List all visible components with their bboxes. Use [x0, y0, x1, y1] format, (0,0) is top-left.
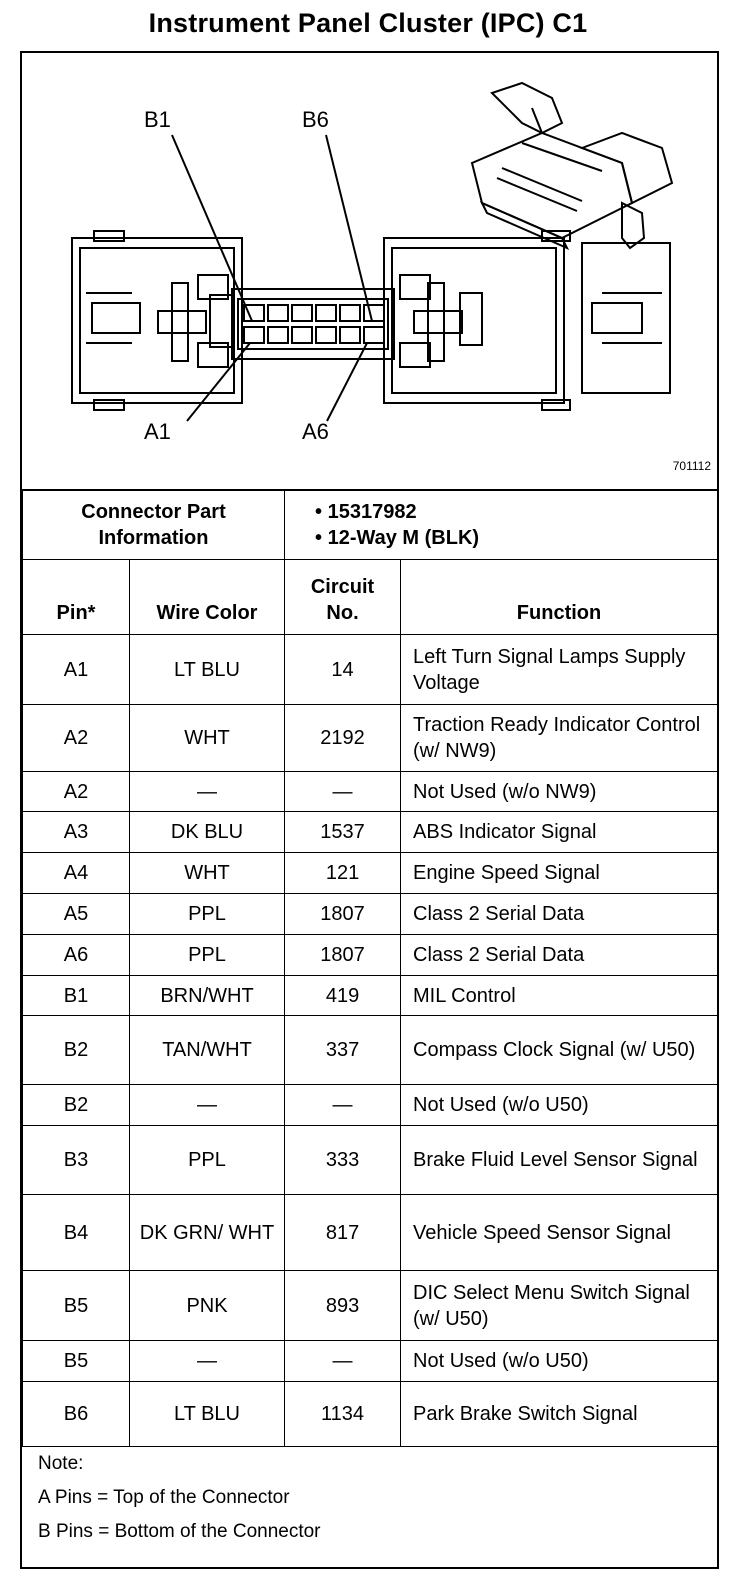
cell-function: Brake Fluid Level Sensor Signal — [401, 1126, 718, 1195]
cell-pin: B2 — [23, 1016, 130, 1085]
cell-pin: A5 — [23, 894, 130, 935]
col-function: Function — [401, 560, 718, 635]
cell-function: DIC Select Menu Switch Signal (w/ U50) — [401, 1271, 718, 1341]
cell-pin: B5 — [23, 1341, 130, 1382]
cell-function: Vehicle Speed Sensor Signal — [401, 1195, 718, 1271]
table-row — [23, 935, 718, 976]
cell-pin: B1 — [23, 976, 130, 1016]
cell-pin: B6 — [23, 1382, 130, 1447]
cell-pin: A1 — [23, 635, 130, 705]
table-row — [23, 894, 718, 935]
table-row — [23, 1382, 718, 1447]
cell-wire-color: TAN/WHT — [130, 1016, 285, 1085]
cell-circuit: 1537 — [285, 812, 401, 853]
cell-function: Traction Ready Indicator Control (w/ NW9) — [401, 705, 718, 772]
cell-pin: B2 — [23, 1085, 130, 1126]
table-row — [23, 1271, 718, 1341]
connector-type: • 12-Way M (BLK) — [315, 526, 480, 549]
cell-circuit: 337 — [285, 1016, 401, 1085]
table-row — [23, 853, 718, 894]
cell-wire-color: BRN/WHT — [130, 976, 285, 1016]
pinout-table — [22, 489, 718, 1447]
cell-pin: A2 — [23, 705, 130, 772]
cell-circuit: 1134 — [285, 1382, 401, 1447]
cell-circuit: 1807 — [285, 935, 401, 976]
table-row — [23, 1341, 718, 1382]
cell-circuit: — — [285, 772, 401, 812]
cell-wire-color: — — [130, 1341, 285, 1382]
table-body — [23, 635, 718, 1447]
note — [38, 1447, 321, 1549]
col-wire-color: Wire Color — [130, 560, 285, 635]
page-title: Instrument Panel Cluster (IPC) C1 — [148, 8, 588, 38]
label-b6: B6 — [302, 107, 329, 132]
figure-id: 701112 — [672, 459, 711, 473]
cell-function: Engine Speed Signal — [401, 853, 718, 894]
table-row — [23, 1016, 718, 1085]
cell-pin: A3 — [23, 812, 130, 853]
cell-function: MIL Control — [401, 976, 718, 1016]
cell-circuit: 333 — [285, 1126, 401, 1195]
label-a1: A1 — [144, 419, 171, 444]
cell-wire-color: LT BLU — [130, 635, 285, 705]
cell-pin: A4 — [23, 853, 130, 894]
cell-pin: A2 — [23, 772, 130, 812]
cell-circuit: 419 — [285, 976, 401, 1016]
cell-wire-color: DK BLU — [130, 812, 285, 853]
cell-circuit: 14 — [285, 635, 401, 705]
table-row — [23, 1085, 718, 1126]
note-line-b: B Pins = Bottom of the Connector — [38, 1521, 321, 1542]
cell-function: Not Used (w/o U50) — [401, 1341, 718, 1382]
label-a6: A6 — [302, 419, 329, 444]
cell-pin: A6 — [23, 935, 130, 976]
label-b1: B1 — [144, 107, 171, 132]
cell-wire-color: — — [130, 772, 285, 812]
connector-sheet — [20, 51, 719, 1569]
cell-function: Left Turn Signal Lamps Supply Voltage — [401, 635, 718, 705]
cell-pin: B3 — [23, 1126, 130, 1195]
note-line-a: A Pins = Top of the Connector — [38, 1487, 290, 1508]
cell-wire-color: PNK — [130, 1271, 285, 1341]
table-row — [23, 635, 718, 705]
table-row — [23, 1195, 718, 1271]
connector-info-items — [285, 490, 718, 560]
cell-wire-color: DK GRN/ WHT — [130, 1195, 285, 1271]
table-row — [23, 1126, 718, 1195]
cell-circuit: 2192 — [285, 705, 401, 772]
cell-circuit: 1807 — [285, 894, 401, 935]
cell-wire-color: WHT — [130, 705, 285, 772]
cell-function: Not Used (w/o U50) — [401, 1085, 718, 1126]
note-heading: Note: — [38, 1453, 84, 1474]
cell-circuit: 817 — [285, 1195, 401, 1271]
cell-wire-color: — — [130, 1085, 285, 1126]
table-row — [23, 705, 718, 772]
cell-wire-color: PPL — [130, 935, 285, 976]
cell-function: ABS Indicator Signal — [401, 812, 718, 853]
cell-pin: B5 — [23, 1271, 130, 1341]
table-row — [23, 772, 718, 812]
cell-function: Not Used (w/o NW9) — [401, 772, 718, 812]
cell-wire-color: PPL — [130, 1126, 285, 1195]
cell-wire-color: WHT — [130, 853, 285, 894]
connector-figure — [22, 53, 717, 491]
cell-function: Compass Clock Signal (w/ U50) — [401, 1016, 718, 1085]
cell-circuit: 893 — [285, 1271, 401, 1341]
table-row — [23, 812, 718, 853]
cell-function: Park Brake Switch Signal — [401, 1382, 718, 1447]
connector-drawing — [22, 53, 717, 489]
col-pin: Pin* — [23, 560, 130, 635]
connector-part-number: • 15317982 — [315, 500, 417, 523]
col-circuit: Circuit No. — [285, 560, 401, 635]
table-header — [23, 560, 718, 635]
cell-wire-color: LT BLU — [130, 1382, 285, 1447]
cell-circuit: — — [285, 1341, 401, 1382]
cell-pin: B4 — [23, 1195, 130, 1271]
connector-info-row — [23, 490, 718, 560]
cell-wire-color: PPL — [130, 894, 285, 935]
connector-info-label: Connector Part Information — [23, 490, 285, 560]
cell-function: Class 2 Serial Data — [401, 894, 718, 935]
cell-circuit: 121 — [285, 853, 401, 894]
cell-function: Class 2 Serial Data — [401, 935, 718, 976]
table-row — [23, 976, 718, 1016]
cell-circuit: — — [285, 1085, 401, 1126]
